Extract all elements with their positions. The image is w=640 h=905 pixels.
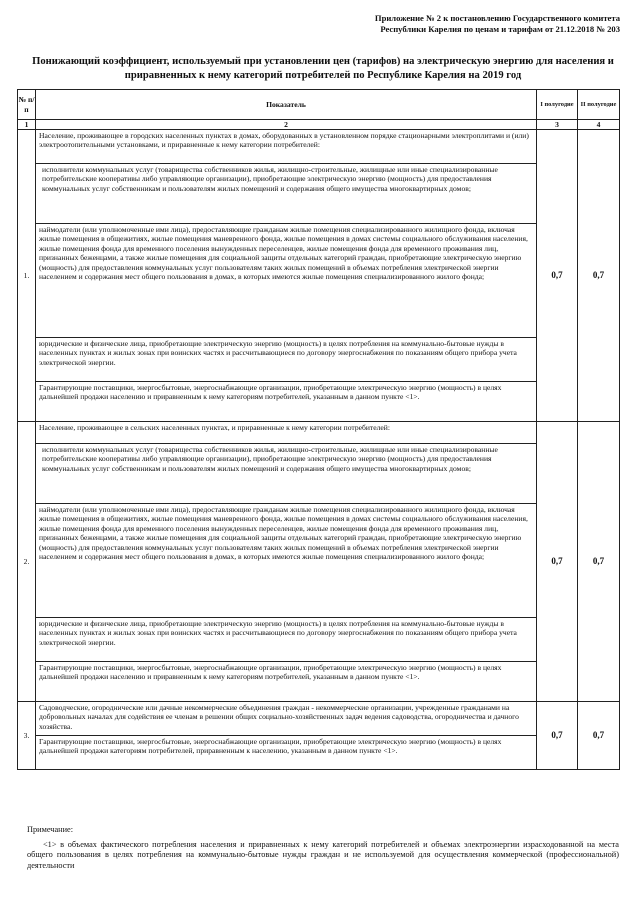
index-cell: 2 (36, 120, 537, 130)
indicator-text: исполнители коммунальных услуг (товарищества собственников жилья, жилищно-строительные, жилищные или иные специализированные потребительские кооперативы либо управляющие организации), приобретающие электрическую энергию (мощность) для предоставления коммунальных услуг собственникам и пользователям жилых помещений и содержания общего имущества многоквартирных домов; (36, 444, 537, 504)
indicator-text: Гарантирующие поставщики, энергосбытовые, энергоснабжающие организации, приобретающие электрическую энергию (мощность) в целях дальнейшей продажи категориям потребителей, приравненным к населению, указанным в данном пункте <1>. (36, 736, 537, 770)
header-num: № п/п (18, 90, 36, 120)
indicator-text: исполнители коммунальных услуг (товарищества собственников жилья, жилищно-строительные, жилищные или иные специализированные потребительские кооперативы либо управляющие организации), приобретающие электрическую энергию (мощность) для предоставления коммунальных услуг собственникам и пользователям жилых помещений и содержания общего имущества многоквартирных домов; (36, 164, 537, 224)
index-cell: 3 (537, 120, 578, 130)
indicator-text: Население, проживающее в городских населенных пунктах в домах, оборудованных в установленном порядке стационарными электроплитами и (или) электроотопительными установками, и приравненные к нему категории потребителей: (36, 130, 537, 164)
footnote-text: <1> в объемах фактического потребления населения и приравненных к нему категорий потребителей и объемах электроэнергии израсходованной на места общего пользования в целях потребления на коммунально-бытовые нужды граждан и не используемой для осуществления коммерческой (профессиональной) деятельности (27, 839, 619, 870)
indicator-text: Население, проживающее в сельских населенных пунктах, и приравненные к нему категории потребителей: (36, 422, 537, 444)
index-cell: 4 (578, 120, 620, 130)
indicator-text: юридические и физические лица, приобретающие электрическую энергию (мощность) в целях потребления на коммунально-бытовые нужды в населенных пунктах и жилых зонах при воинских частях и рассчитывающиеся по договору энергоснабжения по показаниям общего прибора учета электрической энергии. (36, 338, 537, 382)
footnote (27, 825, 619, 871)
indicator-text: Гарантирующие поставщики, энергосбытовые, энергоснабжающие организации, приобретающие электрическую энергию (мощность) в целях дальнейшей продажи населению и приравненным к нему категориям потребителей, указанным в данном пункте <1>. (36, 662, 537, 702)
appendix-line-2: Республики Карелия по ценам и тарифам от 21.12.2018 № 203 (380, 24, 620, 34)
indicator-text: наймодатели (или уполномоченные ими лица), предоставляющие гражданам жилые помещения специализированного жилищного фонда, включая жилые помещения в общежитиях, жилые помещения маневренного фонда, жилые помещения в домах системы социального обслуживания населения, жилые помещения фонда для временного поселения вынужденных переселенцев, жилые помещения фонда для временного проживания лиц, признанных беженцами, а также жилые помещения для социальной защиты отдельных категорий граждан, приобретающие электрическую энергию (мощность) для предоставления коммунальных услуг пользователям таких жилых помещений в объемах потребления электрической энергии населением и содержания мест общего пользования в домах, в которых имеются жилые помещения специализированного жилого фонда; (36, 504, 537, 618)
indicator-text: Садоводческие, огороднические или дачные некоммерческие объединения граждан - некоммерческие организации, учрежденные гражданами на добровольных началах для содействия ее членам в решении общих социально-хозяйственных задач ведения садоводства, огородничества и дачного хозяйства. (36, 702, 537, 736)
appendix-header (330, 13, 620, 35)
value-half-1: 0,7 (537, 702, 578, 770)
header-half-2: II полугодие (578, 90, 620, 120)
index-cell: 1 (18, 120, 36, 130)
table-row (18, 422, 620, 444)
indicator-text: наймодатели (или уполномоченные ими лица), предоставляющие гражданам жилые помещения специализированного жилищного фонда, включая жилые помещения в общежитиях, жилые помещения маневренного фонда, жилые помещения в домах системы социального обслуживания населения, жилые помещения фонда для временного поселения вынужденных переселенцев, жилые помещения фонда для временного проживания лиц, признанных беженцами, а также жилые помещения для социальной защиты отдельных категорий граждан, приобретающие электрическую энергию (мощность) для предоставления коммунальных услуг пользователям таких жилых помещений в объемах потребления электрической энергии населением и содержания мест общего пользования в домах, в которых имеются жилые помещения специализированного жилого фонда; (36, 224, 537, 338)
value-half-1: 0,7 (537, 130, 578, 422)
row-number: 1. (18, 130, 36, 422)
value-half-2: 0,7 (578, 422, 620, 702)
indicator-text: юридические и физические лица, приобретающие электрическую энергию (мощность) в целях потребления на коммунально-бытовые нужды в населенных пунктах и жилых зонах при воинских частях и рассчитывающиеся по договору энергоснабжения по показаниям общего прибора учета электрической энергии. (36, 618, 537, 662)
appendix-line-1: Приложение № 2 к постановлению Государственного комитета (374, 13, 620, 23)
value-half-2: 0,7 (578, 130, 620, 422)
coefficient-table (17, 89, 620, 770)
footnote-label: Примечание: (27, 825, 74, 834)
table-row (18, 702, 620, 736)
header-half-1: I полугодие (537, 90, 578, 120)
value-half-1: 0,7 (537, 422, 578, 702)
title-line-2: приравненных к нему категорий потребителей по Республике Карелия на 2019 год (124, 69, 522, 81)
row-number: 2. (18, 422, 36, 702)
value-half-2: 0,7 (578, 702, 620, 770)
title-line-1: Понижающий коэффициент, используемый при установлении цен (тарифов) на электрическую энергию для населения и (32, 56, 614, 67)
table-row (18, 130, 620, 164)
indicator-text: Гарантирующие поставщики, энергосбытовые, энергоснабжающие организации, приобретающие электрическую энергию (мощность) в целях дальнейшей продажи населению и приравненным к нему категориям потребителей, указанным в данном пункте <1>. (36, 382, 537, 422)
header-indicator: Показатель (36, 90, 537, 120)
document-title (28, 55, 618, 82)
row-number: 3. (18, 702, 36, 770)
